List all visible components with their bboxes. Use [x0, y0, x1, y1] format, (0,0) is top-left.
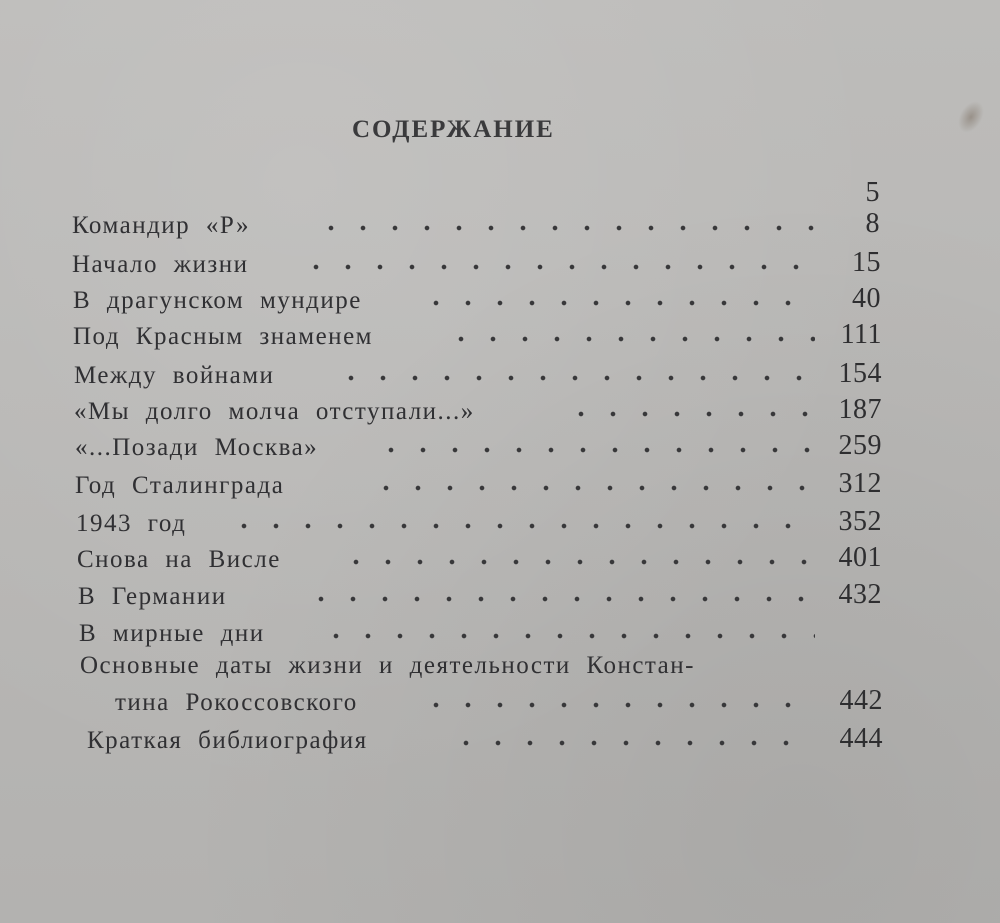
- toc-leader-dots: [315, 218, 815, 238]
- paper-stain: [953, 97, 989, 137]
- toc-leader-dots: [300, 257, 815, 277]
- toc-entry-page: 8: [865, 208, 880, 239]
- toc-entry-title: «Мы долго молча отступали...»: [74, 398, 475, 425]
- toc-entry: [0, 620, 1000, 654]
- toc-entry-title: Основные даты жизни и деятельности Констан-: [80, 652, 695, 679]
- toc-entry-title: В драгунском мундире: [73, 287, 362, 314]
- toc-entry-title: 1943 год: [76, 510, 187, 537]
- toc-entry-page: 259: [838, 430, 882, 461]
- toc-entry-title: Начало жизни: [72, 251, 249, 278]
- toc-entry: [0, 208, 1000, 246]
- toc-leader-dots: [450, 733, 815, 753]
- toc-entry-title: В Германии: [78, 583, 227, 610]
- toc-entry: [0, 579, 1000, 617]
- toc-entry-title: Снова на Висле: [77, 546, 281, 573]
- toc-entry-title: тина Рокоссовского: [115, 689, 358, 716]
- toc-entry-title: «...Позади Москва»: [75, 434, 319, 461]
- toc-entry-title: В мирные дни: [79, 620, 265, 647]
- toc-leader-dots: [320, 626, 815, 646]
- toc-entry-page: 40: [852, 283, 881, 314]
- toc-leader-dots: [340, 552, 815, 572]
- toc-entry-page: 111: [840, 319, 882, 350]
- toc-intro-page: 5: [865, 177, 880, 208]
- toc-entry: [0, 468, 1000, 506]
- toc-entry-page: 442: [839, 685, 883, 716]
- toc-leader-dots: [445, 329, 815, 349]
- toc-entry-page: 187: [838, 394, 882, 425]
- toc-leader-dots: [335, 368, 815, 388]
- toc-entry-title: Год Сталинграда: [75, 472, 285, 499]
- toc-entry: [0, 723, 1000, 761]
- toc-entry: [0, 394, 1000, 432]
- toc-leader-dots: [565, 404, 815, 424]
- toc-entry: [0, 247, 1000, 285]
- toc-entry: [0, 542, 1000, 580]
- toc-leader-dots: [420, 695, 815, 715]
- toc-entry-title: Между войнами: [74, 362, 275, 389]
- toc-leader-dots: [420, 293, 815, 313]
- toc-entry-title: Краткая библиография: [87, 727, 368, 754]
- toc-entry-page: 401: [838, 542, 882, 573]
- toc-entry: [0, 685, 1000, 723]
- toc-leader-dots: [370, 478, 815, 498]
- toc-entry: [0, 506, 1000, 544]
- toc-entry: [0, 283, 1000, 321]
- toc-entry-title: Под Красным знаменем: [73, 323, 373, 350]
- toc-entry: [0, 319, 1000, 357]
- toc-entry: [0, 430, 1000, 468]
- toc-entry-page: 444: [839, 723, 883, 754]
- toc-leader-dots: [305, 589, 815, 609]
- toc-entry-title: Командир «Р»: [72, 212, 250, 239]
- toc-entry-page: 432: [838, 579, 882, 610]
- toc-entry-page: 154: [838, 358, 882, 389]
- toc-entry-page: 15: [852, 247, 881, 278]
- toc-leader-dots: [228, 516, 815, 536]
- page-title: СОДЕРЖАНИЕ: [352, 116, 555, 143]
- toc-entry-page: 352: [838, 506, 882, 537]
- toc-leader-dots: [375, 440, 815, 460]
- toc-entry: [0, 358, 1000, 396]
- toc-entry-page: 312: [838, 468, 882, 499]
- toc-entry: [0, 652, 1000, 686]
